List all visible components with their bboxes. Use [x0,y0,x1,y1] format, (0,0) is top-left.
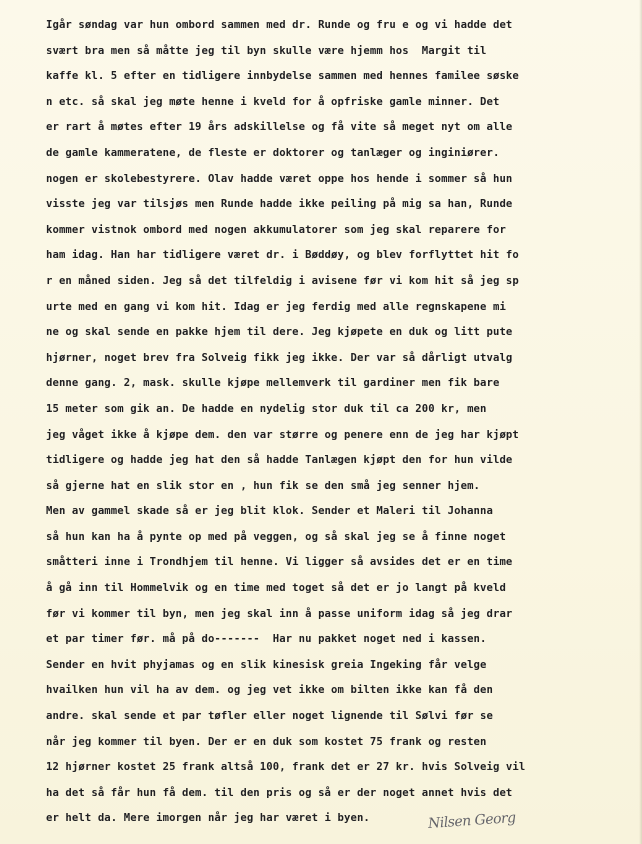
letter-line: så gjerne hat en slik stor en , hun fik se den små jeg senner hjem. [46,479,481,492]
letter-line: r en måned siden. Jeg så det tilfeldig i avisene før vi kom hit så jeg sp [46,274,519,287]
letter-line: hjørner, noget brev fra Solveig fikk jeg ikke. Der var så dårligt utvalg [46,351,513,364]
letter-line: tidligere og hadde jeg hat den så hadde Tanlægen kjøpt den for hun vilde [46,454,513,467]
letter-line: Men av gammel skade så er jeg blit klok. Sender et Maleri til Johanna [46,505,493,518]
letter-line: kaffe kl. 5 efter en tidligere innbydelse sammen med hennes familee søske [46,70,519,83]
letter-line: å gå inn til Hommelvik og en time med toget så det er jo langt på kveld [46,582,506,595]
letter-line: urte med en gang vi kom hit. Idag er jeg ferdig med alle regnskapene mi [46,300,506,313]
letter-line: før vi kommer til byn, men jeg skal inn å passe uniform idag så jeg drar [46,607,513,620]
typewritten-letter-body [46,13,636,832]
letter-line: er helt da. Mere imorgen når jeg har været i byen. [46,812,370,825]
letter-line: Sender en hvit phyjamas og en slik kinesisk greia Ingeking får velge [46,658,487,671]
letter-line: 12 hjørner kostet 25 frank altså 100, frank det er 27 kr. hvis Solveig vil [46,761,526,774]
letter-line: ha det så får hun få dem. til den pris og så er der noget annet hvis det [46,786,513,799]
letter-line: nogen er skolebestyrere. Olav hadde været oppe hos hende i sommer så hun [46,172,513,185]
letter-line: småtteri inne i Trondhjem til henne. Vi ligger så avsides det er en time [46,556,513,569]
letter-line: hvailken hun vil ha av dem. og jeg vet ikke om bilten ikke kan få den [46,684,493,697]
letter-line: kommer vistnok ombord med nogen akkumulatorer som jeg skal reparere for [46,223,506,236]
handwritten-signature: Nilsen Georg [427,809,517,833]
letter-line: Igår søndag var hun ombord sammen med dr. Runde og fru e og vi hadde det [46,19,513,31]
letter-line: denne gang. 2, mask. skulle kjøpe mellemverk til gardiner men fik bare [46,377,500,390]
letter-line: visste jeg var tilsjøs men Runde hadde ikke peiling på mig sa han, Runde [46,198,513,211]
letter-line: n etc. så skal jeg møte henne i kveld for å opfriske gamle minner. Det [46,95,500,108]
letter-line: de gamle kammeratene, de fleste er doktorer og tanlæger og inginiører. [46,146,500,159]
letter-line: så hun kan ha å pynte op med på veggen, og så skal jeg se å finne noget [46,530,506,543]
letter-line: ne og skal sende en pakke hjem til dere. Jeg kjøpete en duk og litt pute [46,326,513,339]
letter-line: 15 meter som gik an. De hadde en nydelig stor duk til ca 200 kr, men [46,402,487,415]
letter-line: et par timer før. må på do------- Har nu pakket noget ned i kassen. [46,633,487,646]
letter-line: er rart å møtes efter 19 års adskillelse og få vite så meget nyt om alle [46,121,513,134]
letter-line: ham idag. Han har tidligere været dr. i Bøddøy, og blev forflyttet hit fo [46,249,519,262]
letter-line: når jeg kommer til byen. Der er en duk som kostet 75 frank og resten [46,735,487,748]
letter-line: svært bra men så måtte jeg til byn skulle være hjemm hos Margit til [46,44,487,57]
letter-line: andre. skal sende et par tøfler eller noget lignende til Sølvi før se [46,710,493,723]
letter-line: jeg våget ikke å kjøpe dem. den var større og penere enn de jeg har kjøpt [46,428,519,441]
